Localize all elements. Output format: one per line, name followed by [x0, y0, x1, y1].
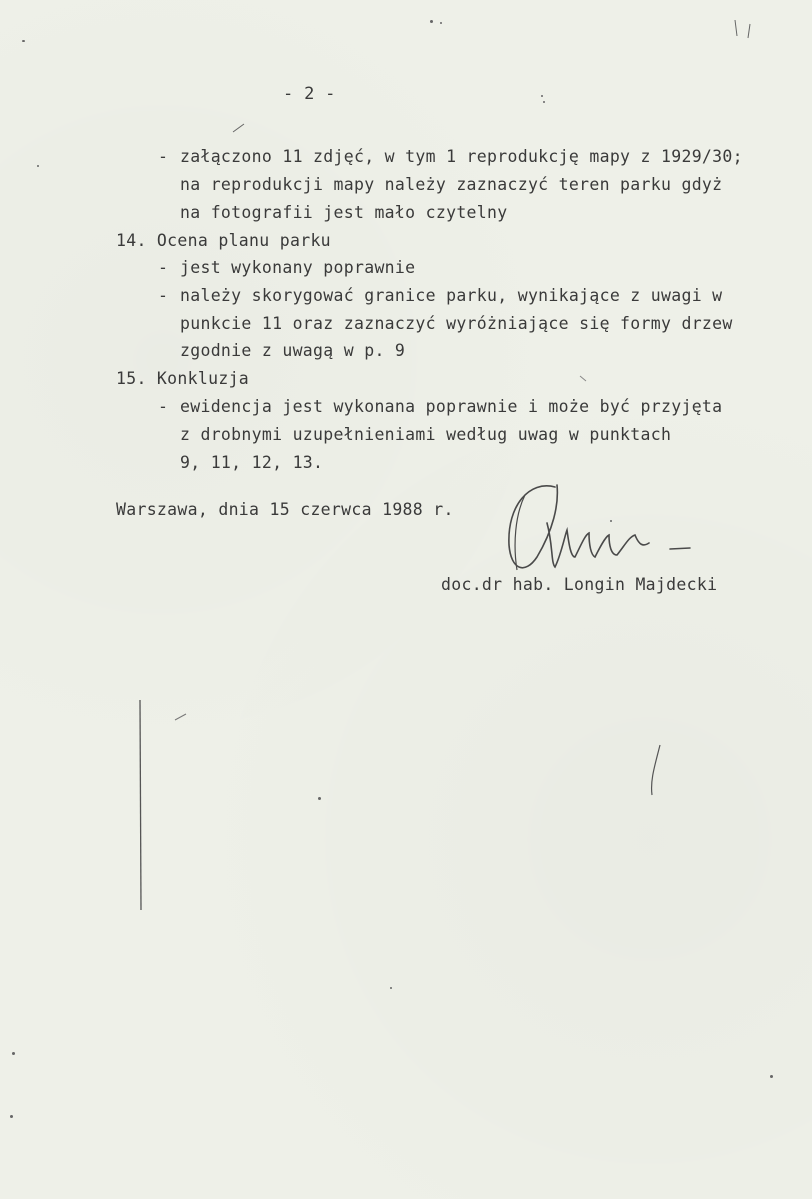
paper-speck [770, 1075, 773, 1078]
paper-speck [440, 22, 442, 24]
paper-speck [22, 40, 25, 42]
list-item-text: jest wykonany poprawnie [180, 258, 416, 277]
paper-speck [430, 20, 433, 23]
list-item-text: zgodnie z uwagą w p. 9 [180, 341, 406, 360]
paper-speck [610, 520, 612, 522]
list-item-text: załączono 11 zdjęć, w tym 1 reprodukcję mapy z 1929/30; [180, 147, 743, 166]
paper-speck [12, 1052, 15, 1055]
paper-speck [390, 987, 392, 989]
paper-speck [10, 1115, 13, 1118]
list-item-text: należy skorygować granice parku, wynikające z uwagi w [180, 286, 723, 305]
paper-speck [541, 95, 543, 97]
paper-speck [37, 165, 39, 167]
page-number: - 2 - [283, 84, 336, 104]
paper-speck [318, 797, 321, 800]
list-item-text: na fotografii jest mało czytelny [180, 203, 508, 222]
list-item-marker: - [158, 147, 169, 166]
list-item-text: 9, 11, 12, 13. [180, 453, 324, 472]
author-name: doc.dr hab. Longin Majdecki [441, 575, 718, 594]
place-date: Warszawa, dnia 15 czerwca 1988 r. [116, 500, 454, 519]
section-heading-14: 14. Ocena planu parku [116, 231, 331, 250]
list-item-text: punkcie 11 oraz zaznaczyć wyróżniające się formy drzew [180, 314, 733, 333]
list-item-marker: - [158, 397, 169, 416]
list-item-text: na reprodukcji mapy należy zaznaczyć teren parku gdyż [180, 175, 723, 194]
section-heading-15: 15. Konkluzja [116, 369, 250, 388]
paper-speck [543, 101, 545, 103]
list-item-marker: - [158, 286, 169, 305]
list-item-marker: - [158, 258, 169, 277]
list-item-text: ewidencja jest wykonana poprawnie i może być przyjęta [180, 397, 723, 416]
list-item-text: z drobnymi uzupełnieniami według uwag w punktach [180, 425, 672, 444]
